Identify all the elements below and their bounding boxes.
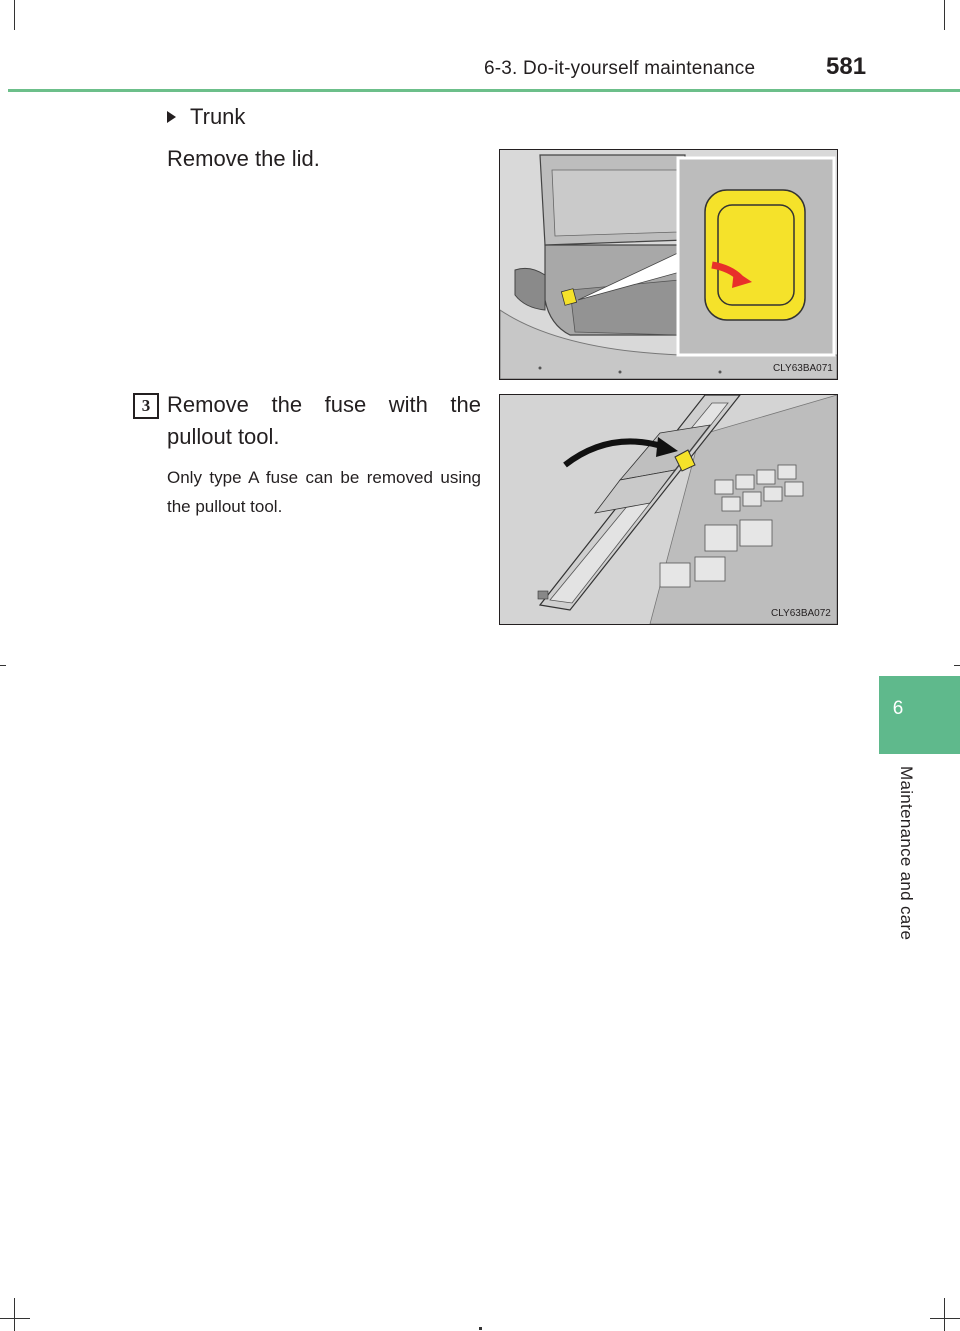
figure-fuse-box: [499, 394, 838, 625]
step-number-badge: 3: [133, 393, 159, 419]
crop-mark: [954, 665, 960, 666]
figure-trunk: [499, 149, 838, 380]
crop-mark: [944, 0, 945, 30]
chapter-number: 6: [892, 698, 904, 719]
crop-mark: [14, 0, 15, 30]
fuse-box-illustration: [500, 395, 837, 624]
figure-code-1: CLY63BA071: [773, 363, 833, 374]
chapter-tab[interactable]: [879, 676, 960, 754]
triangle-bullet-icon: [167, 111, 176, 123]
section-title: 6-3. Do-it-yourself maintenance: [484, 58, 756, 79]
note-text: Only type A fuse can be removed using the pullout tool.: [167, 468, 481, 516]
crop-mark: [14, 1298, 15, 1331]
instruction-remove-lid: Remove the lid.: [167, 146, 320, 171]
step-text: Remove the fuse with the pullout tool.: [167, 392, 481, 449]
crop-mark: [930, 1318, 960, 1319]
bullet-heading: [167, 104, 245, 130]
chapter-label: Maintenance and care: [897, 766, 916, 941]
trunk-illustration: [500, 150, 837, 379]
crop-dot: [479, 1327, 482, 1330]
crop-mark: [0, 1318, 30, 1319]
page-number: 581: [826, 53, 867, 80]
figure-code-2: CLY63BA072: [771, 608, 831, 619]
crop-mark: [0, 665, 6, 666]
header-rule: [8, 89, 960, 92]
bullet-heading-text: Trunk: [190, 104, 246, 129]
crop-mark: [944, 1298, 945, 1331]
